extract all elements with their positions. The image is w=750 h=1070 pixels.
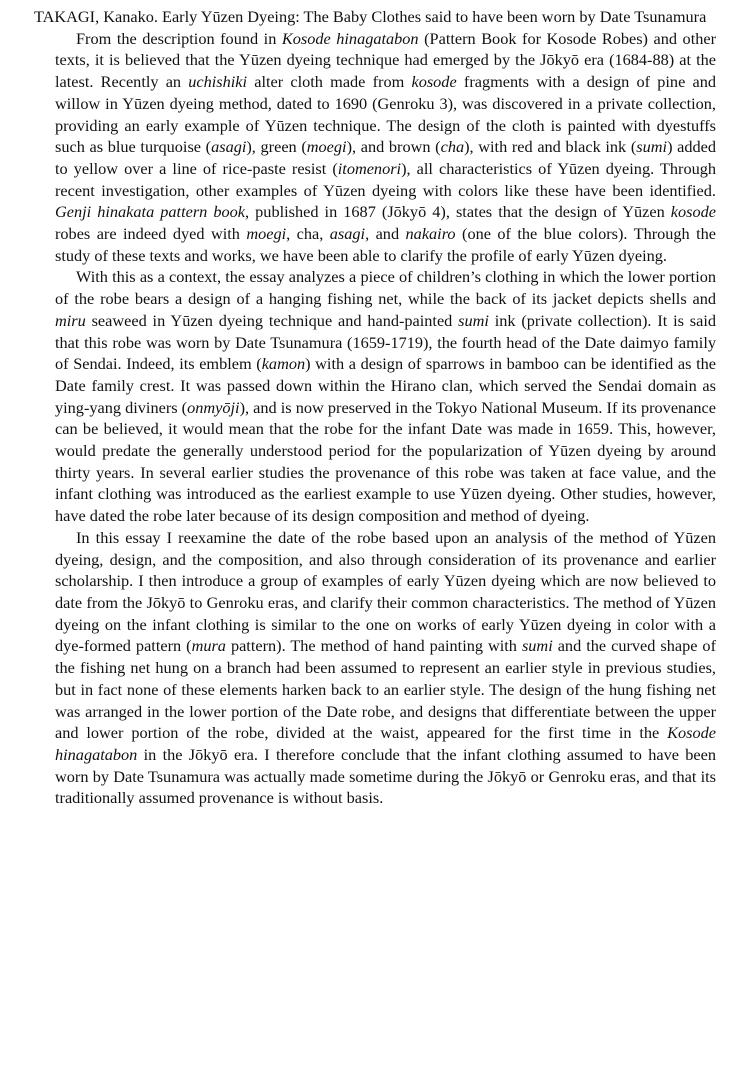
text-run: , and bbox=[365, 224, 406, 244]
italic-term: kosode bbox=[411, 72, 457, 92]
text-run: alter cloth made from bbox=[247, 72, 412, 92]
italic-term: uchishiki bbox=[188, 72, 248, 92]
italic-term: kosode bbox=[670, 202, 717, 222]
text-run: ), all characteristics of Yūzen dyeing. Through recent investigation, other examples of Yūzen dyeing with colors like these have been identified. bbox=[55, 158, 717, 200]
italic-term: sumi bbox=[521, 636, 553, 656]
italic-term: onmyōji bbox=[187, 397, 240, 417]
text-run: (Pattern Book for Kosode Robes) and other texts, it is believed that the Yūzen dyeing technique had emerged by the Jōkyō era (1684-88) at the latest. Recently an bbox=[55, 28, 717, 92]
text-run: seaweed in Yūzen dyeing technique and hand-painted bbox=[85, 310, 459, 330]
text-run: ), with red and black ink ( bbox=[464, 137, 637, 157]
italic-term: miru bbox=[55, 310, 86, 330]
italic-term: moegi bbox=[246, 224, 287, 244]
text-run: and the curved shape of the fishing net hung on a branch had been assumed to represent an earlier style in previous studies, but in fact none of these elements harken back to an earlier style. The design of the hung fishing net was arranged in the lower portion of the Date robe, and designs that differentiate between the upper and lower portion of the robe, divided at the waist, appeared for the first time in the bbox=[55, 636, 716, 743]
author-name: TAKAGI, Kanako. bbox=[34, 7, 158, 26]
italic-term: itomenori bbox=[337, 158, 402, 178]
text-run: With this as a context, the essay analyzes a piece of children’s clothing in which the lower portion of the robe bears a design of a hanging fishing net, while the back of its jacket depicts shells and bbox=[55, 267, 716, 309]
italic-term: Kosode hinagatabon bbox=[55, 723, 716, 764]
text-run: ) with a design of sparrows in bamboo can be identified as the Date family crest. It was passed down within the Hirano clan, which served the Sendai domain as ying-yang diviners ( bbox=[55, 354, 716, 417]
text-run: pattern). The method of hand painting with bbox=[225, 636, 522, 656]
article-title: Early Yūzen Dyeing: The Baby Clothes said to have been worn by Date Tsunamura bbox=[162, 7, 707, 26]
text-run: ink (private collection). It is said that this robe was worn by Date Tsunamura (1659-1719), the fourth head of the Date daimyo family of Sendai. Indeed, its emblem ( bbox=[55, 310, 716, 374]
text-run: ) added to yellow over a line of rice-paste resist ( bbox=[55, 137, 717, 178]
text-run: From the description found in bbox=[76, 28, 282, 48]
text-run: fragments with a design of pine and willow in Yūzen dyeing method, dated to 1690 (Genroku 3), was discovered in a private collection, providing an early example of Yūzen technique. The design of the cloth is painted with dyestuffs such as blue turquoise ( bbox=[55, 72, 717, 157]
abstract-page bbox=[34, 6, 716, 809]
italic-term: mura bbox=[191, 636, 226, 656]
italic-term: sumi bbox=[636, 137, 668, 157]
paragraph bbox=[55, 527, 716, 809]
italic-term: kamon bbox=[261, 354, 306, 374]
text-run: In this essay I reexamine the date of the robe based upon an analysis of the method of Yūzen dyeing, design, and the composition, and also through consideration of its provenance and earlier scholarship. I then introduce a group of examples of early Yūzen dyeing which are now believed to date from the Jōkyō to Genroku eras, and clarify their common characteristics. The method of Yūzen dyeing on the infant clothing is similar to the one on works of early Yūzen dyeing in color with a dye-formed pattern ( bbox=[55, 527, 716, 656]
text-run: in the Jōkyō era. I therefore conclude that the infant clothing assumed to have been worn by Date Tsunamura was actually made sometime during the Jōkyō or Genroku eras, and that its traditionally assumed provenance is without basis. bbox=[55, 744, 716, 808]
text-run: ), green ( bbox=[246, 137, 307, 157]
text-run: ), and brown ( bbox=[346, 137, 441, 157]
italic-term: nakairo bbox=[405, 224, 456, 244]
abstract-body bbox=[34, 28, 716, 809]
text-run: ), and is now preserved in the Tokyo National Museum. If its provenance can be believed, it would mean that the robe for the infant Date was made in 1659. This, however, would predate the generally understood period for the popularization of Yūzen dyeing by around thirty years. In several earlier studies the provenance of this robe was taken at face value, and the infant clothing was introduced as the earliest example to use Yūzen dyeing. Other studies, however, have dated the robe later because of its design composition and method of dyeing. bbox=[55, 397, 717, 526]
text-run: robes are indeed dyed with bbox=[55, 224, 247, 244]
italic-term: Kosode hinagatabon bbox=[281, 28, 419, 48]
text-run: , cha, bbox=[286, 224, 330, 244]
paragraph bbox=[55, 28, 716, 267]
article-header bbox=[34, 6, 716, 28]
italic-term: cha bbox=[440, 137, 465, 157]
italic-term: Genji hinakata pattern book bbox=[55, 202, 246, 222]
italic-term: asagi bbox=[211, 137, 247, 157]
text-run: , published in 1687 (Jōkyō 4), states that the design of Yūzen bbox=[245, 202, 671, 222]
text-run: (one of the blue colors). Through the study of these texts and works, we have been able to clarify the profile of early Yūzen dyeing. bbox=[55, 224, 717, 265]
paragraph bbox=[55, 266, 716, 526]
italic-term: sumi bbox=[458, 310, 489, 330]
italic-term: asagi bbox=[329, 224, 366, 244]
italic-term: moegi bbox=[306, 137, 347, 157]
